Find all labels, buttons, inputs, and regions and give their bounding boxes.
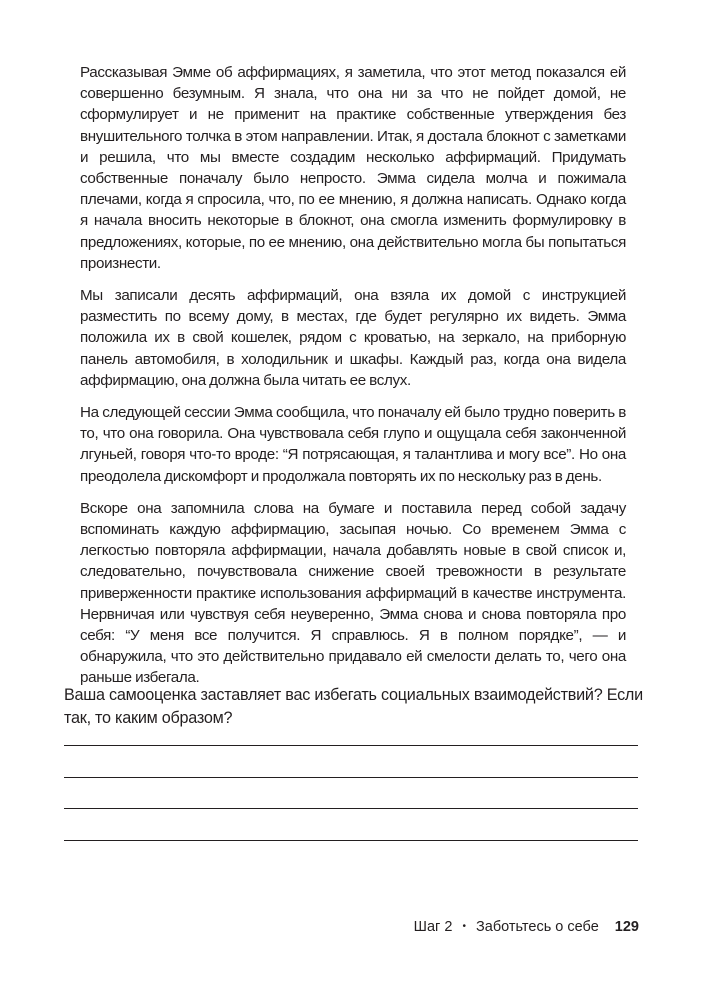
footer-chapter: Заботьтесь о себе bbox=[476, 919, 599, 935]
footer-separator: • bbox=[462, 921, 466, 932]
page-footer bbox=[414, 917, 639, 937]
answer-line bbox=[64, 840, 638, 841]
answer-line bbox=[64, 808, 638, 809]
page-number: 129 bbox=[614, 919, 639, 935]
footer-section: Шаг 2 bbox=[413, 919, 453, 935]
answer-line bbox=[64, 777, 638, 778]
body-text bbox=[80, 62, 626, 700]
paragraph-3: На следующей сессии Эмма сообщила, что поначалу ей было трудно поверить в то, что она говорила. Она чувствовала себя глупо и ощущала себя законченной лгуньей, говоря что-то вроде: “Я потрясающая, я талантлива и могу все”. Но она преодолела дискомфорт и продолжала повторять их по нескольку раз в день. bbox=[80, 404, 626, 485]
answer-line bbox=[64, 745, 638, 746]
paragraph-1: Рассказывая Эмме об аффирмациях, я заметила, что этот метод показался ей совершенно безумным. Я знала, что она ни за что не пойдет домой, не сформулирует и не применит на практике собственные утверждения без внушительного толчка в этом направлении. Итак, я достала блокнот с заметками и решила, что мы вместе создадим несколько аффирмаций. Придумать собственные поначалу было непросто. Эмма сидела молча и пожимала плечами, когда я спросила, что, по ее мнению, я должна написать. Однако когда я начала вносить некоторые в блокнот, она смогла изменить формулировку в предложениях, которые, по ее мнению, она действительно могла бы попытаться произнести. bbox=[80, 64, 626, 272]
paragraph-4: Вскоре она запомнила слова на бумаге и поставила перед собой задачу вспоминать каждую аффирмацию, засыпая ночью. Со временем Эмма с легкостью повторяла аффирмации, начала добавлять новые в свой список и, следовательно, почувствовала снижение своей тревожности в результате приверженности практике использования аффирмаций в качестве инструмента. Нервничая или чувствуя себя неуверенно, Эмма снова и снова повторяла про себя: “У меня все получится. Я справлюсь. Я в полном порядке”, — и обнаружила, что это действительно придавало ей смелости делать то, чего она раньше избегала. bbox=[80, 499, 626, 687]
paragraph-2: Мы записали десять аффирмаций, она взяла их домой с инструкцией разместить по всему дому, в местах, где будет регулярно их видеть. Эмма положила их в свой кошелек, рядом с кроватью, на зеркало, на приборную панель автомобиля, в холодильник и шкафы. Каждый раз, когда она видела аффирмацию, она должна была читать ее вслух. bbox=[80, 287, 626, 389]
answer-lines bbox=[64, 745, 638, 871]
exercise-question: Ваша самооценка заставляет вас избегать социальных взаимодействий? Если так, то каким образом? bbox=[64, 686, 643, 727]
